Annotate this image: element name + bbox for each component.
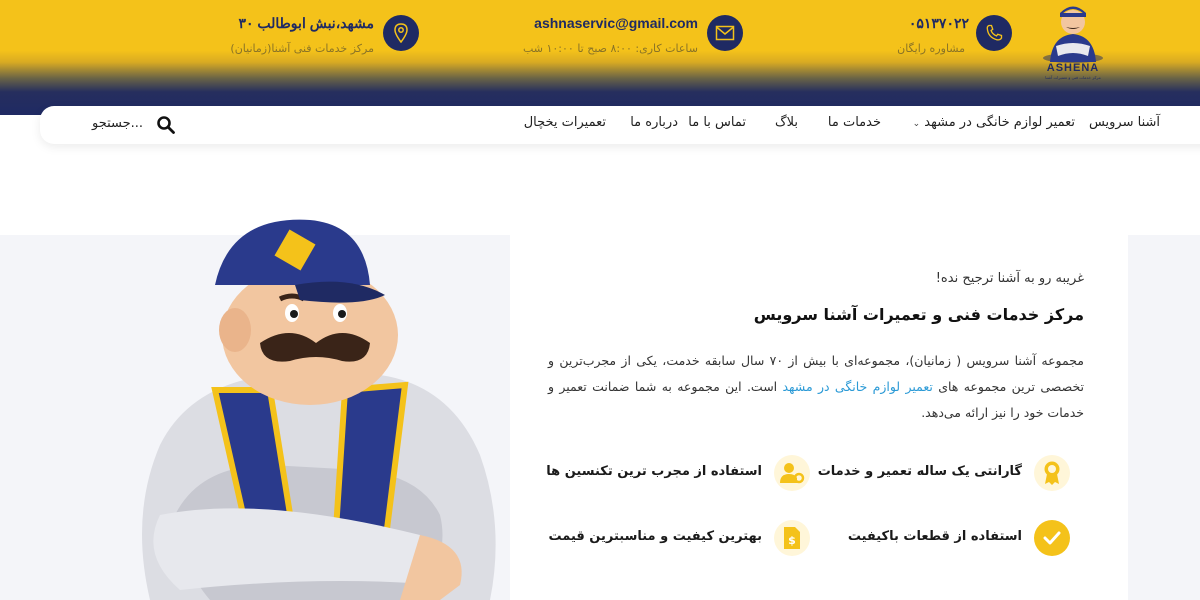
chevron-down-icon: ⌄ (912, 119, 921, 129)
price-document-icon (774, 520, 810, 556)
nav-item-blog[interactable]: بلاگ (774, 115, 798, 130)
phone-caption: مشاوره رایگان (897, 42, 965, 55)
search-placeholder: جستجو... (92, 116, 144, 131)
phone-icon (976, 15, 1012, 51)
contact-phone[interactable] (897, 12, 1015, 58)
phone-number[interactable]: ۰۵۱۳۷۰۲۲ (908, 15, 969, 31)
feature-label: استفاده از قطعات باکیفیت (847, 529, 1022, 544)
feature-label: بهترین کیفیت و مناسبترین قیمت (548, 529, 762, 544)
search-box[interactable] (92, 114, 222, 136)
hero-heading: مرکز خدمات فنی و تعمیرات آشنا سرویس (753, 305, 1084, 324)
repairman-mascot-image (120, 215, 520, 600)
feature-label: استفاده از مجرب ترین تکنسین ها (546, 464, 762, 479)
mascot-logo-icon (1036, 0, 1110, 64)
main-nav (40, 106, 1200, 144)
address-caption: مرکز خدمات فنی آشنا(زمانیان) (230, 42, 374, 55)
top-bar (0, 0, 1200, 115)
contact-address[interactable] (225, 12, 420, 58)
nav-item-refrigerator-repair[interactable]: تعمیرات یخچال (523, 115, 606, 130)
check-circle-icon (1034, 520, 1070, 556)
hero-tagline: غریبه رو به آشنا ترجیح نده! (935, 271, 1084, 286)
contact-email[interactable] (520, 12, 745, 58)
ashena-logo[interactable] (1036, 0, 1110, 82)
logo-brand-text: ASHENA (1046, 62, 1100, 74)
address-text: مشهد،نبش ابوطالب ۳۰ (238, 15, 374, 31)
nav-item-appliance-repair[interactable] (911, 115, 1075, 130)
email-address[interactable]: ashnaservic@gmail.com (534, 15, 698, 31)
working-hours: ساعات کاری: ۸:۰۰ صبح تا ۱۰:۰۰ شب (522, 42, 698, 55)
location-icon (383, 15, 419, 51)
feature-quality-parts (820, 520, 1070, 556)
mail-icon (707, 15, 743, 51)
appliance-repair-link[interactable]: تعمیر لوازم خانگی در مشهد (782, 379, 933, 394)
hero-paragraph (548, 348, 1084, 426)
paragraph-text-end: است. این مجموعه به شما ضمانت تعمیر و خدمات خود را نیز ارائه می‌دهد. (548, 379, 1084, 420)
nav-item-contact[interactable]: تماس با ما (688, 115, 746, 130)
feature-technicians (546, 455, 810, 491)
feature-label: گارانتی یک ساله تعمیر و خدمات (817, 464, 1022, 479)
logo-tagline: مرکز خدمات فنی و تعمیرات آشنا (1045, 75, 1101, 80)
nav-item-home[interactable]: آشنا سرویس (1088, 115, 1160, 130)
technician-icon (774, 455, 810, 491)
feature-warranty (817, 455, 1070, 491)
feature-best-price (550, 520, 810, 556)
nav-item-services[interactable]: خدمات ما (827, 115, 881, 130)
nav-item-about[interactable]: درباره ما (630, 115, 678, 130)
svg-text:$: $ (788, 534, 796, 547)
nav-item-label: تعمیر لوازم خانگی در مشهد (924, 115, 1075, 130)
hero-background-right (1128, 235, 1200, 600)
paragraph-text-start: مجموعه آشنا سرویس ( زمانیان)، مجموعه‌ای با بیش از ۷۰ سال سابقه خدمت، یکی از مجرب‌ترین و تخصصی ترین مجموعه های (548, 353, 1085, 394)
search-icon[interactable] (156, 115, 176, 135)
award-icon (1034, 455, 1070, 491)
